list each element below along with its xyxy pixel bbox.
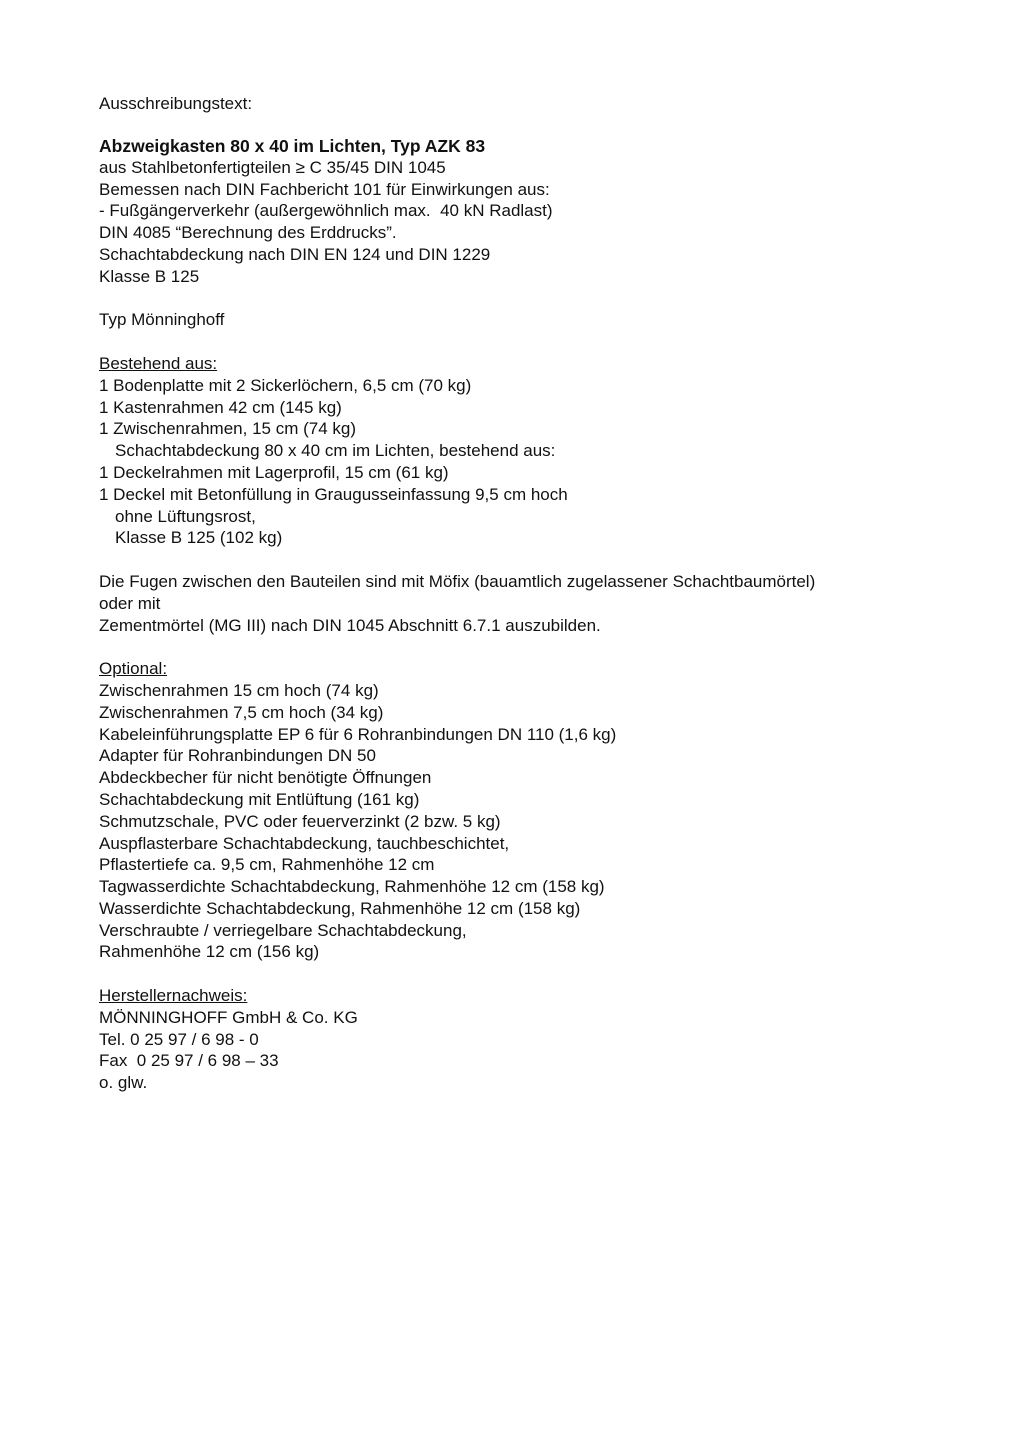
list-item: 1 Deckelrahmen mit Lagerprofil, 15 cm (61 kg)	[99, 462, 449, 482]
company-name: MÖNNINGHOFF GmbH & Co. KG	[99, 1007, 358, 1027]
spec-line: Klasse B 125	[99, 266, 200, 286]
list-item: Schachtabdeckung 80 x 40 cm im Lichten, bestehend aus:	[115, 441, 556, 461]
list-item: Klasse B 125 (102 kg)	[115, 528, 283, 548]
phone-number: Tel. 0 25 97 / 6 98 - 0	[99, 1029, 259, 1049]
spec-line: DIN 4085 “Berechnung des Erddrucks”.	[99, 223, 397, 243]
optional-heading: Optional:	[99, 659, 168, 679]
list-item: Rahmenhöhe 12 cm (156 kg)	[99, 942, 320, 962]
list-item: 1 Kastenrahmen 42 cm (145 kg)	[99, 397, 342, 417]
list-item: 1 Deckel mit Betonfüllung in Graugusseinfassung 9,5 cm hoch	[99, 484, 568, 504]
spec-line: Schachtabdeckung nach DIN EN 124 und DIN 1229	[99, 244, 491, 264]
paragraph-line: Zementmörtel (MG III) nach DIN 1045 Abschnitt 6.7.1 auszubilden.	[99, 615, 601, 635]
list-item: ohne Lüftungsrost,	[115, 506, 256, 526]
paragraph-line: oder mit	[99, 593, 161, 613]
list-item: Abdeckbecher für nicht benötigte Öffnungen	[99, 768, 432, 788]
list-item: Wasserdichte Schachtabdeckung, Rahmenhöhe 12 cm (158 kg)	[99, 898, 581, 918]
equivalent-note: o. glw.	[99, 1073, 148, 1093]
paragraph-line: Die Fugen zwischen den Bauteilen sind mit Möfix (bauamtlich zugelassener Schachtbaumörtel)	[99, 571, 816, 591]
list-item: Schmutzschale, PVC oder feuerverzinkt (2 bzw. 5 kg)	[99, 811, 501, 831]
intro-label: Ausschreibungstext:	[99, 94, 253, 113]
spec-line: - Fußgängerverkehr (außergewöhnlich max. 40 kN Radlast)	[99, 201, 553, 221]
spec-line: aus Stahlbetonfertigteilen ≥ C 35/45 DIN 1045	[99, 157, 446, 177]
document-body	[99, 93, 979, 1094]
list-item: Tagwasserdichte Schachtabdeckung, Rahmenhöhe 12 cm (158 kg)	[99, 877, 605, 897]
list-item: Verschraubte / verriegelbare Schachtabdeckung,	[99, 920, 467, 940]
list-item: Adapter für Rohranbindungen DN 50	[99, 746, 376, 766]
list-item: 1 Bodenplatte mit 2 Sickerlöchern, 6,5 cm (70 kg)	[99, 375, 472, 395]
product-title: Abzweigkasten 80 x 40 im Lichten, Typ AZK 83	[99, 135, 486, 156]
fugen-paragraph	[99, 571, 979, 636]
list-item: Kabeleinführungsplatte EP 6 für 6 Rohranbindungen DN 110 (1,6 kg)	[99, 724, 617, 744]
bestehend-list	[99, 375, 979, 549]
type-line: Typ Mönninghoff	[99, 310, 225, 330]
hersteller-block	[99, 1007, 979, 1094]
list-item: 1 Zwischenrahmen, 15 cm (74 kg)	[99, 419, 356, 439]
list-item: Zwischenrahmen 15 cm hoch (74 kg)	[99, 680, 379, 700]
spec-block	[99, 157, 979, 288]
list-item: Zwischenrahmen 7,5 cm hoch (34 kg)	[99, 702, 384, 722]
bestehend-heading: Bestehend aus:	[99, 353, 218, 373]
list-item: Auspflasterbare Schachtabdeckung, tauchbeschichtet,	[99, 833, 510, 853]
spec-line: Bemessen nach DIN Fachbericht 101 für Einwirkungen aus:	[99, 179, 550, 199]
hersteller-heading: Herstellernachweis:	[99, 986, 248, 1006]
list-item: Schachtabdeckung mit Entlüftung (161 kg)	[99, 789, 420, 809]
optional-list	[99, 680, 979, 963]
fax-number: Fax 0 25 97 / 6 98 – 33	[99, 1051, 279, 1071]
list-item: Pflastertiefe ca. 9,5 cm, Rahmenhöhe 12 cm	[99, 855, 435, 875]
